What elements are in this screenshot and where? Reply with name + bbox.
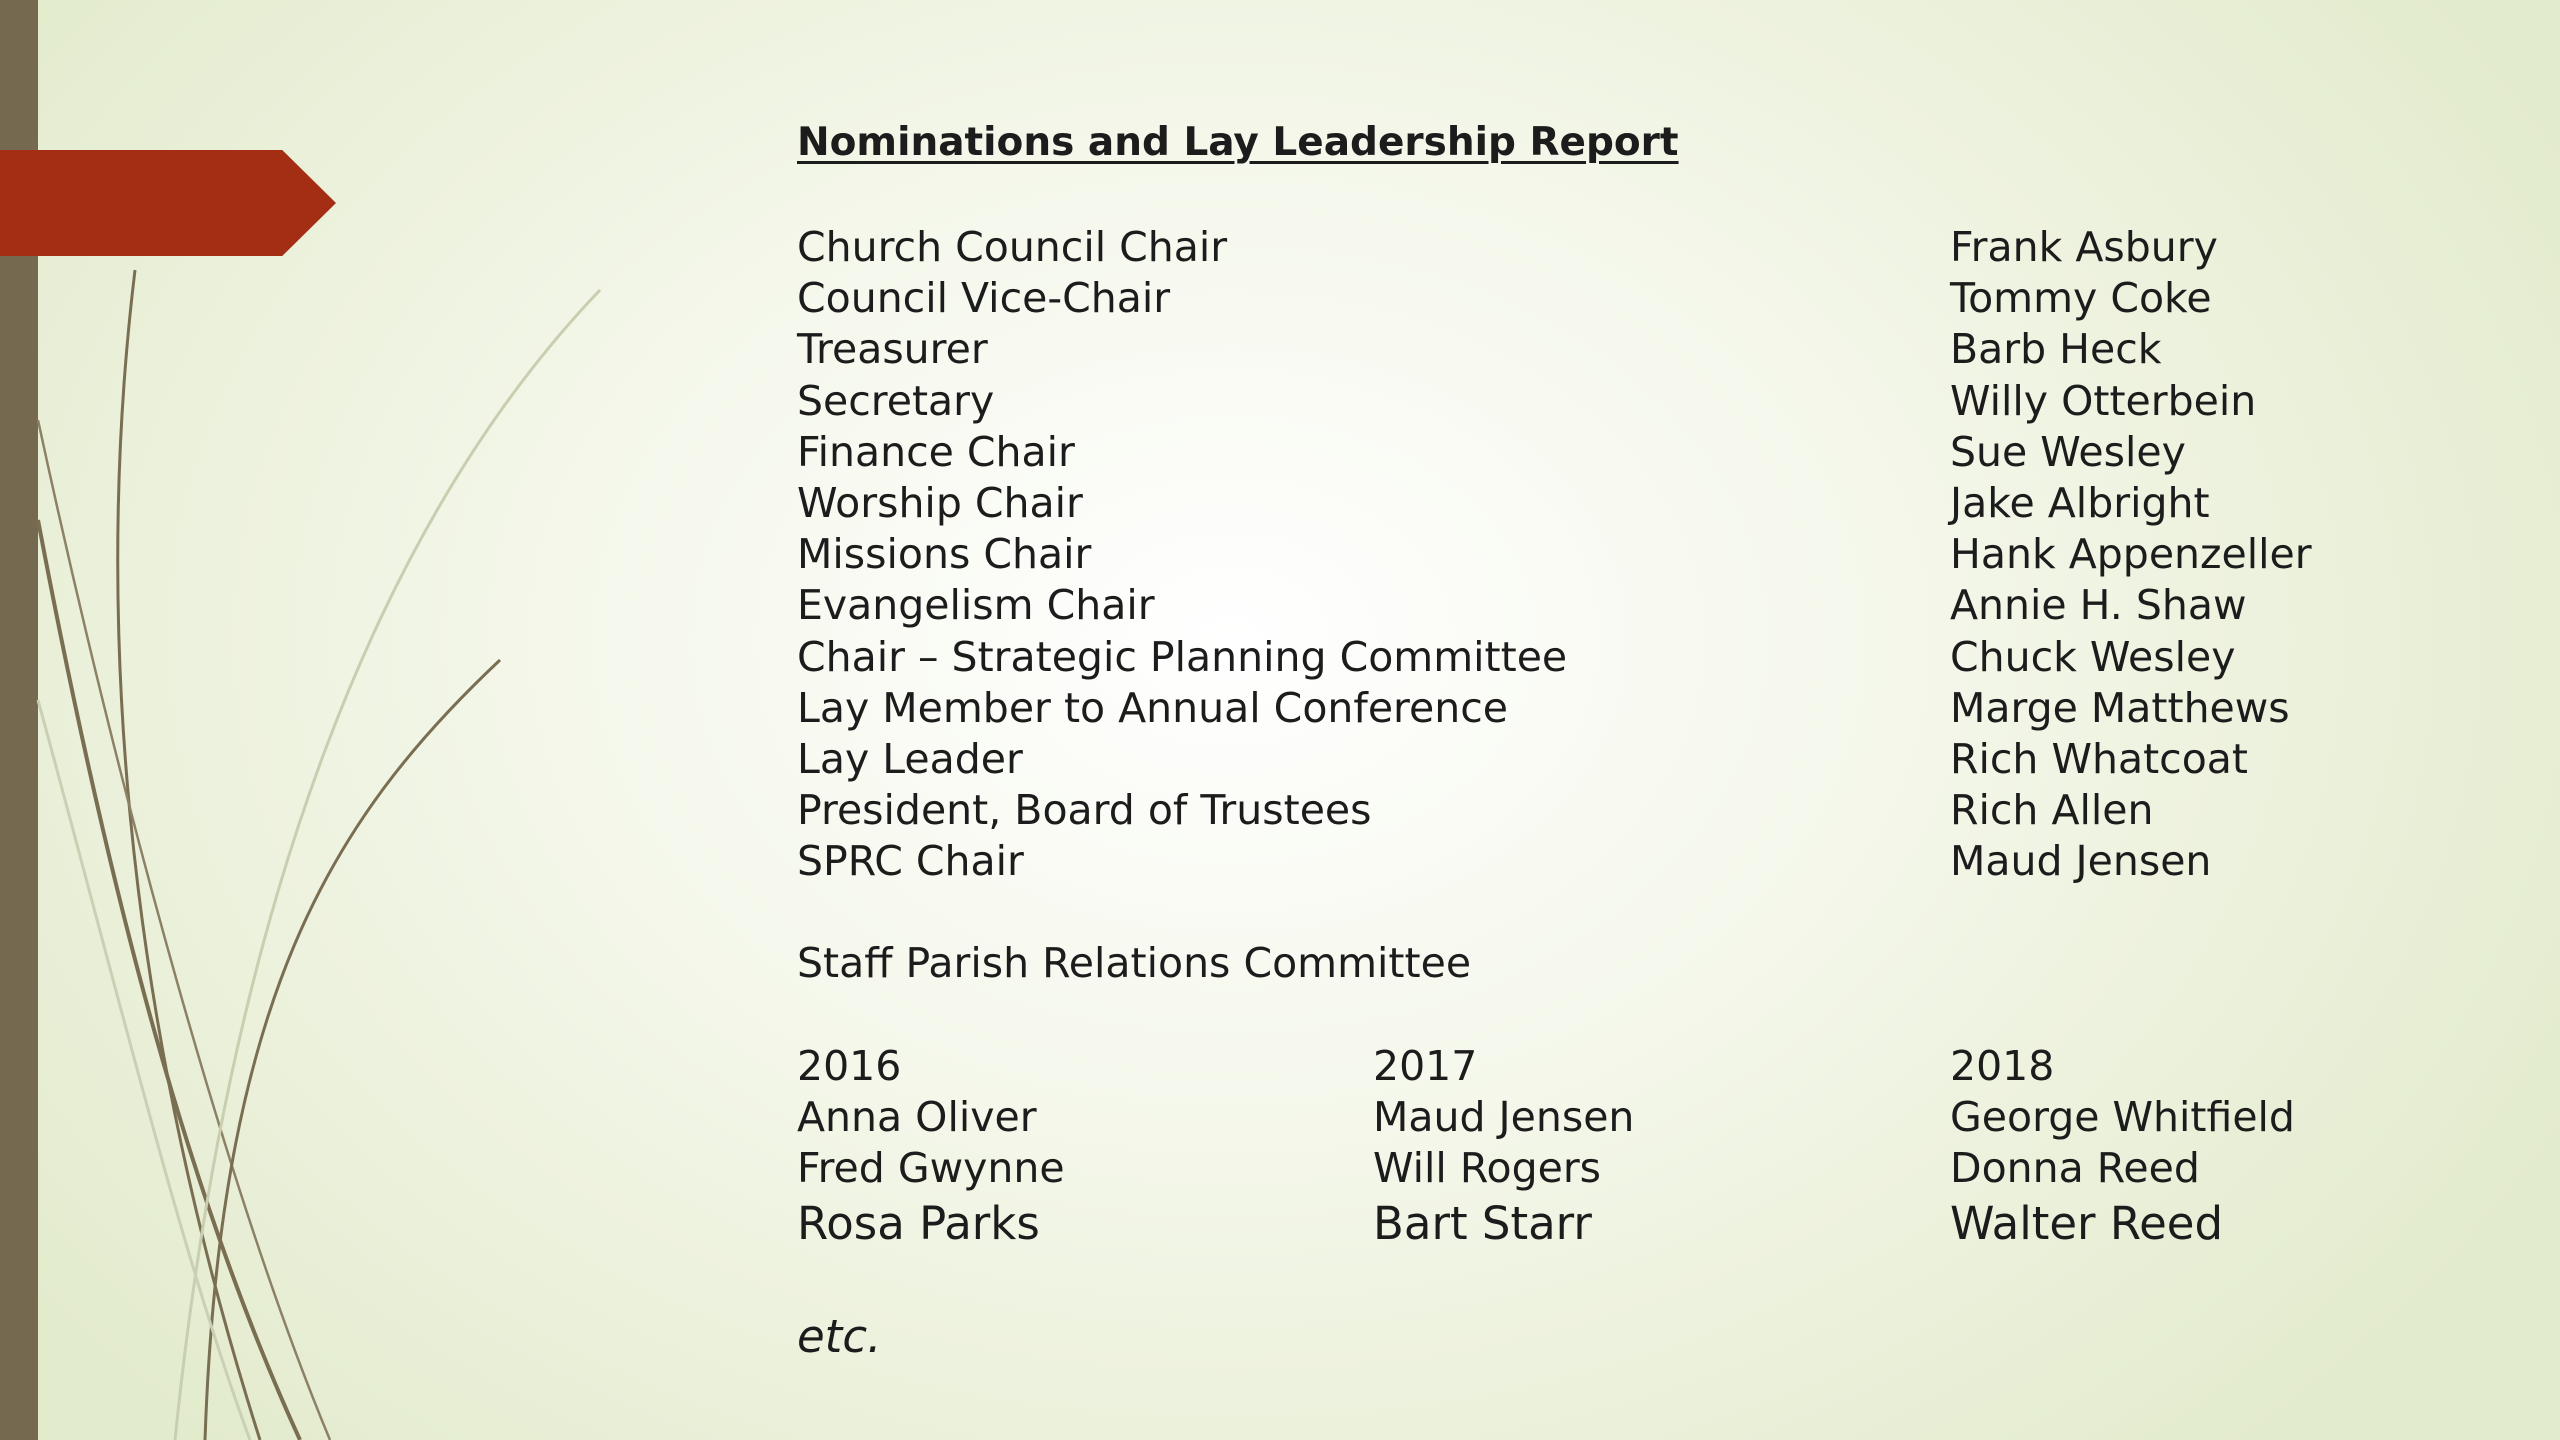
role-label: Church Council Chair (797, 223, 1228, 271)
role-list (797, 222, 1567, 887)
role-label: Council Vice-Chair (797, 274, 1171, 323)
role-label: Worship Chair (797, 478, 1083, 527)
class-year: 2016 (797, 1042, 902, 1090)
person-name: Rich Whatcoat (1950, 734, 2248, 783)
role-label: Treasurer (797, 325, 988, 374)
name-list (1950, 222, 2312, 887)
member-name: Fred Gwynne (797, 1144, 1065, 1193)
member-name: Walter Reed (1950, 1196, 2224, 1250)
sprc-heading: Staff Parish Relations Committee (797, 939, 1472, 987)
red-arrow-shape (0, 150, 336, 256)
person-name: Annie H. Shaw (1950, 581, 2247, 630)
person-name: Tommy Coke (1950, 274, 2212, 323)
person-name: Jake Albright (1950, 478, 2210, 527)
member-name: Donna Reed (1950, 1144, 2200, 1193)
sprc-class-2016 (797, 1041, 1065, 1253)
member-name: Anna Oliver (797, 1093, 1037, 1142)
person-name: Frank Asbury (1950, 223, 2218, 271)
class-year: 2017 (1373, 1042, 1478, 1090)
person-name: Marge Matthews (1950, 683, 2290, 732)
person-name: Sue Wesley (1950, 427, 2186, 476)
role-label: Evangelism Chair (797, 581, 1155, 630)
member-name: Will Rogers (1373, 1144, 1602, 1193)
person-name: Chuck Wesley (1950, 632, 2236, 681)
sprc-class-2017 (1373, 1041, 1634, 1253)
role-label: Missions Chair (797, 530, 1092, 579)
member-name: George Whitfield (1950, 1093, 2295, 1142)
etc-note: etc. (797, 1310, 882, 1363)
role-label: Lay Member to Annual Conference (797, 683, 1508, 732)
person-name: Willy Otterbein (1950, 376, 2257, 425)
person-name: Barb Heck (1950, 325, 2162, 374)
member-name: Bart Starr (1373, 1196, 1592, 1250)
member-name: Rosa Parks (797, 1196, 1040, 1250)
role-label: Chair – Strategic Planning Committee (797, 632, 1568, 681)
person-name: Hank Appenzeller (1950, 530, 2312, 579)
role-label: Lay Leader (797, 734, 1023, 783)
role-label: President, Board of Trustees (797, 786, 1372, 835)
role-label: Finance Chair (797, 427, 1075, 476)
sprc-class-2018 (1950, 1041, 2295, 1253)
person-name: Maud Jensen (1950, 837, 2212, 886)
report-title: Nominations and Lay Leadership Report (797, 120, 1679, 165)
class-year: 2018 (1950, 1042, 2055, 1090)
role-label: SPRC Chair (797, 837, 1024, 886)
role-label: Secretary (797, 376, 995, 425)
member-name: Maud Jensen (1373, 1093, 1635, 1142)
person-name: Rich Allen (1950, 786, 2154, 835)
